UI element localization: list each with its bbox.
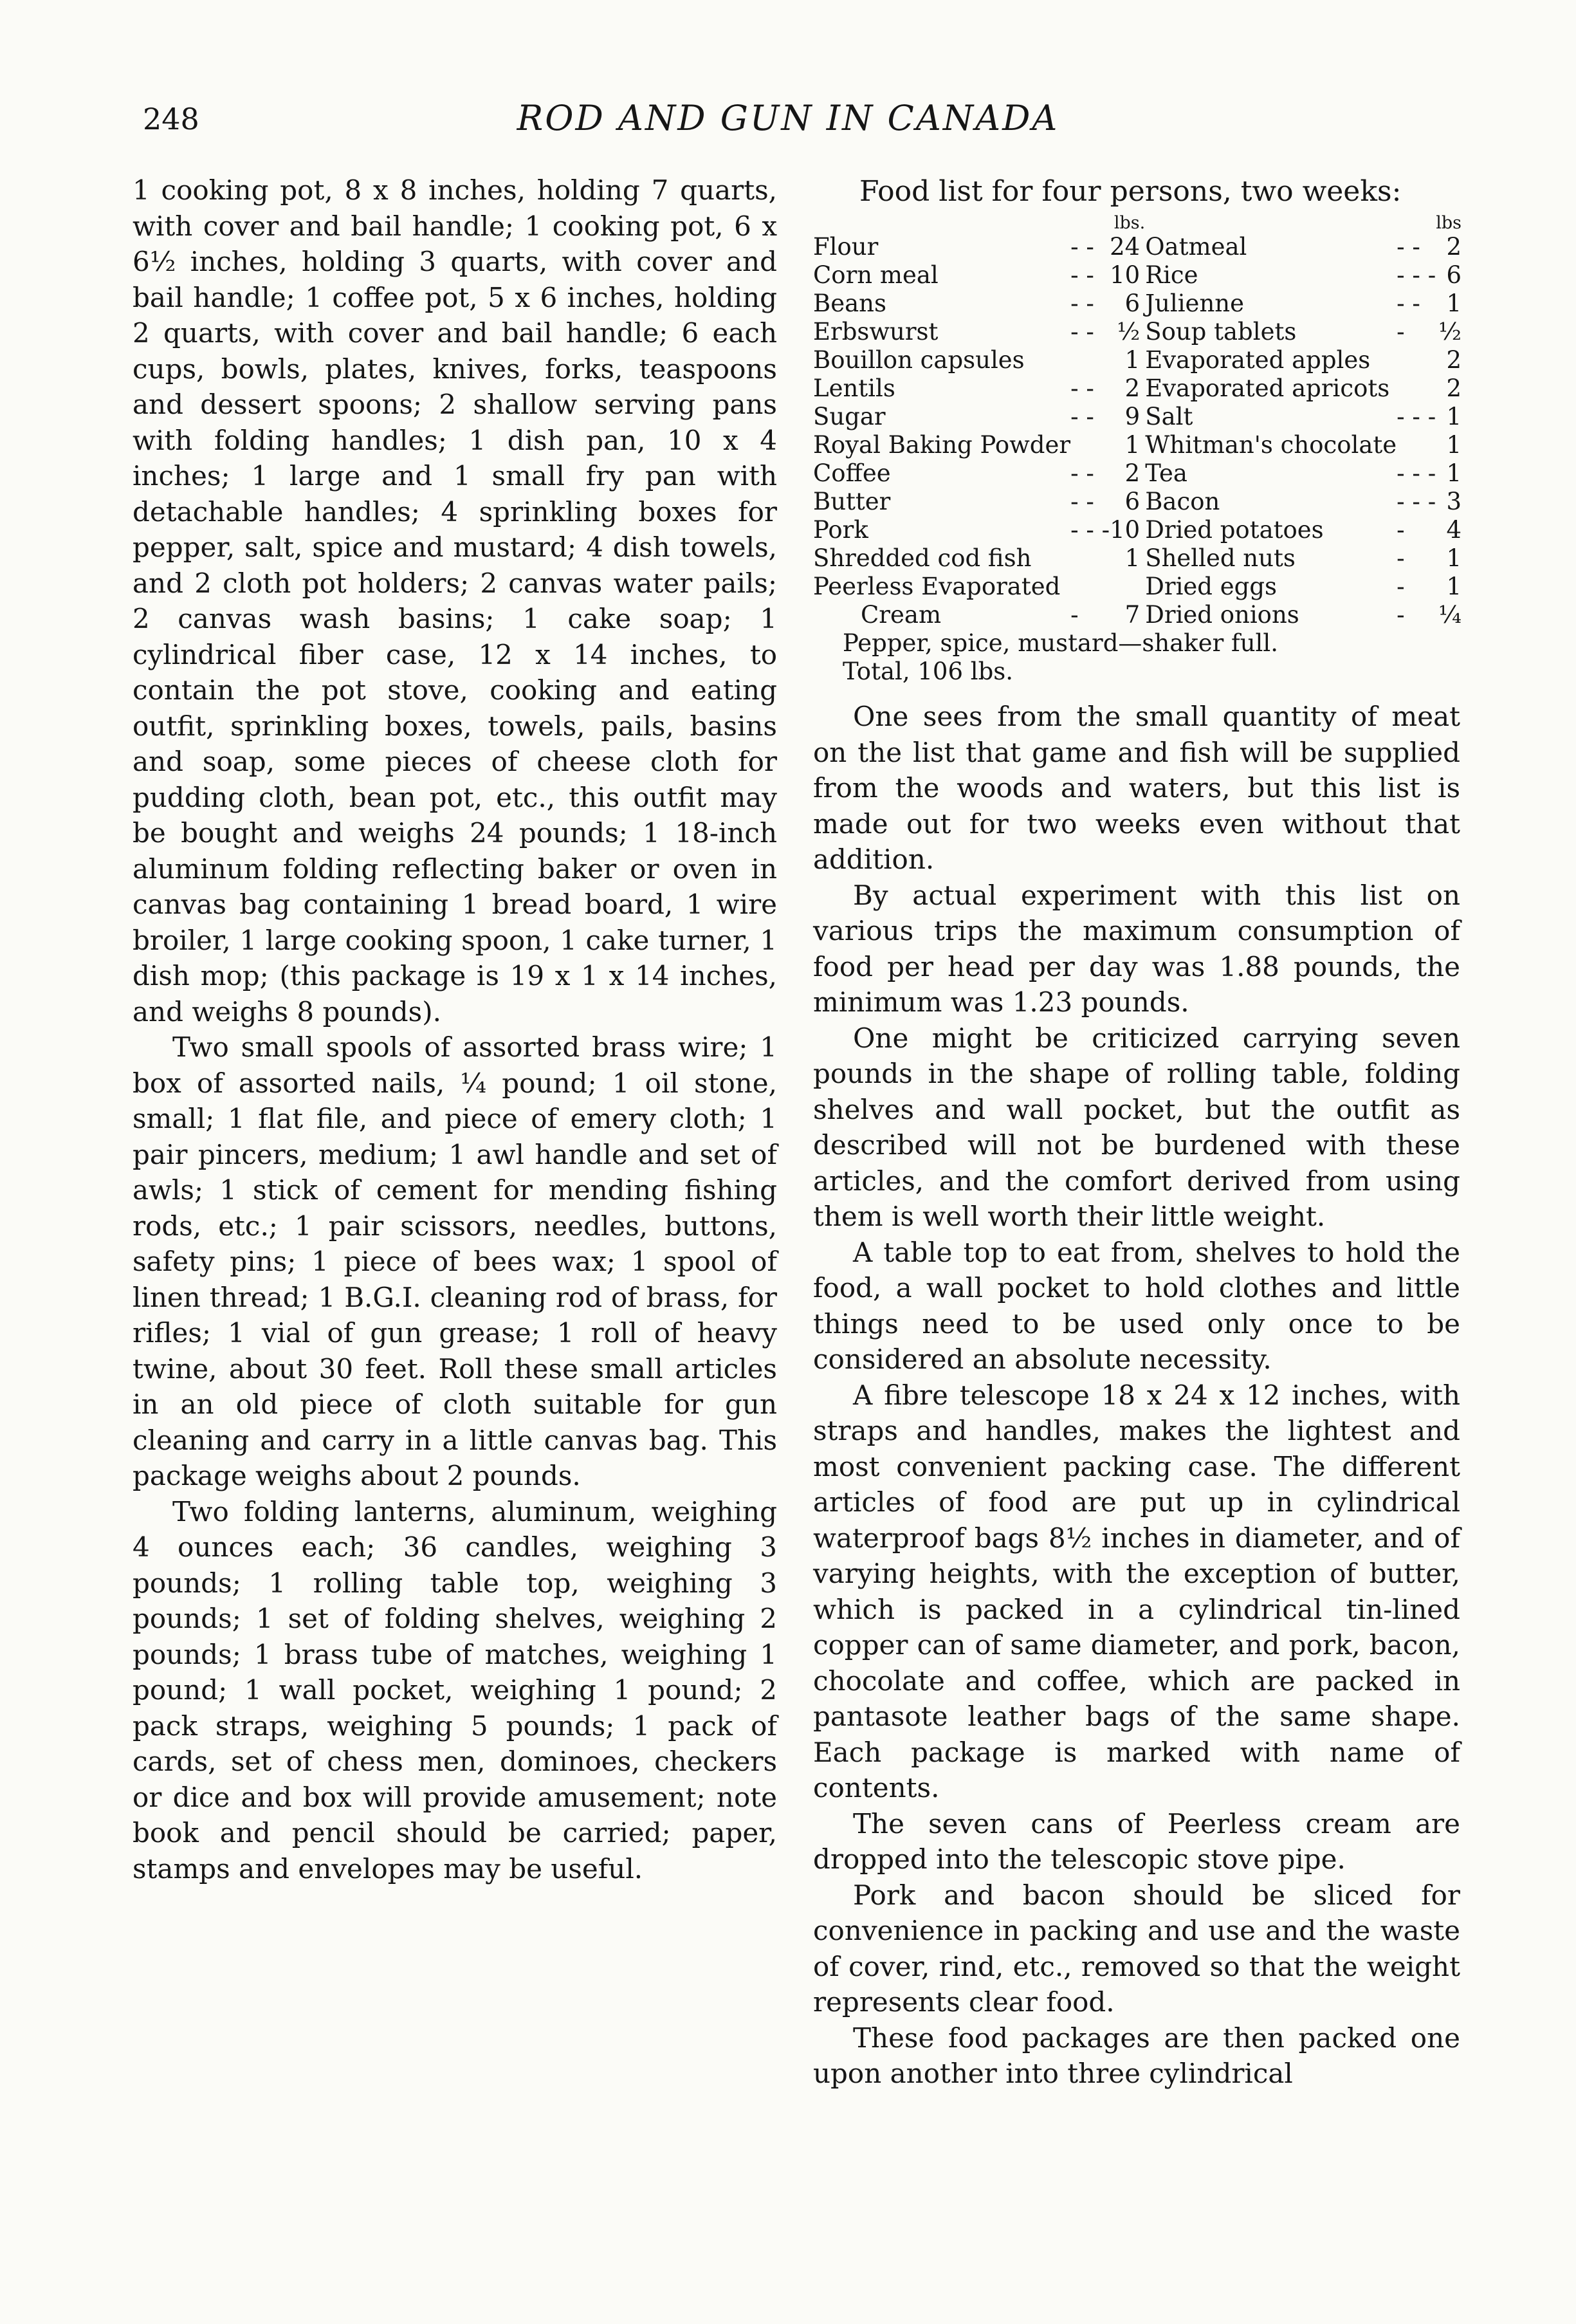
food-qty: 1 [1124, 431, 1141, 459]
food-row [813, 374, 1461, 403]
food-qty: 24 [1110, 233, 1141, 261]
leader: - [1397, 516, 1405, 544]
food-item: Royal Baking Powder [813, 431, 1071, 459]
food-item: Sugar [813, 403, 886, 430]
leader: - - [1070, 459, 1094, 487]
food-item: Pork [813, 516, 868, 544]
food-list-total: Total, 106 lbs. [843, 658, 1014, 685]
food-item: Lentils [813, 374, 895, 402]
unit-label: lbs. [1113, 213, 1146, 233]
food-qty: 1 [1446, 459, 1461, 487]
food-row [813, 516, 1461, 544]
food-qty: 1 [1446, 290, 1461, 317]
food-row [813, 346, 1461, 374]
leader [1397, 431, 1436, 459]
food-row [813, 233, 1461, 261]
food-item: Butter [813, 488, 891, 515]
food-item: Beans [813, 290, 886, 317]
food-qty: 2 [1124, 374, 1141, 402]
food-row [813, 318, 1461, 346]
leader [1070, 346, 1110, 374]
food-qty: ½ [1438, 318, 1461, 346]
paragraph: 1 cooking pot, 8 x 8 inches, holding 7 quarts, with cover and bail handle; 1 cooking pot, 6 x 6½ inches, holding 3 quarts, with cover and bail handle; 1 coffee pot, 5 x 6 inches, holding 2 quarts, with cover and bail handle; 6 each cups, bowls, plates, knives, forks, teaspoons and dessert spoons; 2 shallow serving pans with folding handles; 1 dish pan, 10 x 4 inches; 1 large and 1 small fry pan with detachable handles; 4 sprinkling boxes for pepper, salt, spice and mustard; 4 dish towels, and 2 cloth pot holders; 2 canvas water pails; 2 canvas wash basins; 1 cake soap; 1 cylindrical fiber case, 12 x 14 inches, to contain the pot stove, cooking and eating outfit, sprinkling boxes, towels, pails, basins and soap, some pieces of cheese cloth for pudding cloth, bean pot, etc., this outfit may be bought and weighs 24 pounds; 1 18-inch aluminum folding reflecting baker or oven in canvas bag containing 1 bread board, 1 wire broiler, 1 large cooking spoon, 1 cake turner, 1 dish mop; (this package is 19 x 1 x 14 inches, and weighs 8 pounds). [133, 174, 777, 1028]
food-item: Whitman's chocolate [1145, 431, 1397, 459]
leader: - - [1397, 233, 1420, 261]
food-item: Oatmeal [1145, 233, 1247, 261]
unit-label-right: lbs [1436, 213, 1461, 233]
leader: - - [1070, 403, 1094, 430]
food-qty: 2 [1124, 459, 1141, 487]
leader: - - [1397, 290, 1420, 317]
leader [1070, 544, 1110, 573]
food-qty: 10 [1110, 516, 1141, 544]
food-row [813, 290, 1461, 318]
paragraph: By actual experiment with this list on various trips the maximum consumption of food per head per day was 1.88 pounds, the minimum was 1.23 pounds. [813, 879, 1460, 1018]
food-row [813, 488, 1461, 516]
leader: - [1397, 544, 1405, 572]
food-qty: 1 [1124, 544, 1141, 572]
paragraph: Two small spools of assorted brass wire; 1 box of assorted nails, ¼ pound; 1 oil stone, small; 1 flat file, and piece of emery cloth; 1 pair pincers, medium; 1 awl handle and set of awls; 1 stick of cement for mending fishing rods, etc.; 1 pair scissors, needles, buttons, safety pins; 1 piece of bees wax; 1 spool of linen thread; 1 B.G.I. cleaning rod of brass, for rifles; 1 vial of gun grease; 1 roll of heavy twine, about 30 feet. Roll these small articles in an old piece of cloth suitable for gun cleaning and carry in a little canvas bag. This package weighs about 2 pounds. [133, 1031, 777, 1491]
food-item: Soup tablets [1145, 318, 1297, 346]
food-item: Shredded cod fish [813, 544, 1032, 572]
food-item: Peerless Evaporated [813, 573, 1061, 600]
leader: - - [1070, 374, 1094, 402]
food-item: Rice [1145, 261, 1198, 289]
paragraph: Two folding lanterns, aluminum, weighing 4 ounces each; 36 candles, weighing 3 pounds; 1 rolling table top, weighing 3 pounds; 1 set of folding shelves, weighing 2 pounds; 1 brass tube of matches, weighing 1 pound; 1 wall pocket, weighing 1 pound; 2 pack straps, weighing 5 pounds; 1 pack of cards, set of chess men, dominoes, checkers or dice and box will provide amusement; note book and pencil should be carried; paper, stamps and envelopes may be useful. [133, 1495, 777, 1885]
food-row [813, 403, 1461, 431]
food-qty: 6 [1124, 488, 1141, 515]
food-qty: 7 [1124, 601, 1141, 629]
food-row [813, 544, 1461, 573]
paragraph: The seven cans of Peerless cream are dropped into the telescopic stove pipe. [813, 1807, 1460, 1875]
food-qty: 1 [1446, 403, 1461, 430]
food-list-note: Pepper, spice, mustard—shaker full. [843, 629, 1278, 657]
left-column [133, 172, 777, 1886]
food-qty: ½ [1117, 318, 1141, 346]
food-list-unit-row [813, 214, 1461, 233]
paragraph: One might be criticized carrying seven pounds in the shape of rolling table, folding shelves and wall pocket, but the outfit as described will not be burdened with these articles, and the comfort derived from using them is well worth their little weight. [813, 1022, 1460, 1232]
paragraph: A fibre telescope 18 x 24 x 12 inches, with straps and handles, makes the lightest and most convenient packing case. The different articles of food are put up in cylindrical waterproof bags 8½ inches in diameter, and of varying heights, with the exception of butter, which is packed in a cylindrical tin-lined copper can of same diameter, and pork, bacon, chocolate and coffee, which are packed in pantasote leather bags of the same shape. Each package is marked with name of contents. [813, 1379, 1460, 1803]
food-row [813, 459, 1461, 488]
food-row [813, 601, 1461, 629]
food-list-table [813, 214, 1461, 629]
food-item: Dried potatoes [1145, 516, 1324, 544]
food-item: Shelled nuts [1145, 544, 1296, 572]
food-row [813, 261, 1461, 290]
food-item: Dried eggs [1145, 573, 1278, 600]
food-item: Coffee [813, 459, 891, 487]
food-qty: 4 [1446, 516, 1461, 544]
food-item: Salt [1145, 403, 1193, 430]
food-row [813, 431, 1461, 459]
food-item: Erbswurst [813, 318, 939, 346]
food-qty: 2 [1446, 233, 1461, 261]
food-qty: 1 [1446, 573, 1461, 600]
right-column-text [813, 699, 1460, 2092]
page-number: 248 [143, 102, 199, 136]
paragraph: One sees from the small quantity of meat on the list that game and fish will be supplied from the woods and waters, but this list is made out for two weeks even without that addition. [813, 701, 1460, 875]
leader: - [1397, 601, 1405, 629]
food-qty: 2 [1446, 374, 1461, 402]
food-qty: 1 [1446, 431, 1461, 459]
food-item: Cream [861, 601, 942, 629]
leader [1397, 374, 1436, 403]
leader: - - [1070, 261, 1094, 289]
leader: - [1397, 318, 1405, 346]
food-item: Corn meal [813, 261, 939, 289]
leader: - [1397, 573, 1405, 600]
running-title: ROD AND GUN IN CANADA [517, 98, 1059, 138]
leader: - - [1070, 233, 1094, 261]
food-item: Evaporated apples [1145, 346, 1371, 374]
leader [1397, 346, 1436, 374]
leader: - - [1070, 488, 1094, 515]
food-item: Dried onions [1145, 601, 1299, 629]
leader [1070, 573, 1110, 601]
food-qty: 10 [1110, 261, 1141, 289]
food-item: Julienne [1145, 290, 1244, 317]
paragraph: These food packages are then packed one upon another into three cylindrical [813, 2022, 1460, 2089]
food-item: Bacon [1145, 488, 1220, 515]
leader: - - [1070, 290, 1094, 317]
leader: - [1070, 601, 1079, 629]
food-qty: 6 [1446, 261, 1461, 289]
food-qty [1110, 573, 1145, 601]
food-qty: 1 [1446, 544, 1461, 572]
paragraph: Pork and bacon should be sliced for convenience in packing and use and the waste of cover, rind, etc., removed so that the weight represents clear food. [813, 1879, 1460, 2018]
food-item: Evaporated apricots [1145, 374, 1390, 402]
right-column [813, 172, 1460, 2092]
paragraph: A table top to eat from, shelves to hold the food, a wall pocket to hold clothes and little things need to be used only once to be considered an absolute necessity. [813, 1236, 1460, 1375]
food-qty: 2 [1446, 346, 1461, 374]
leader: - - - [1397, 488, 1436, 515]
food-item: Flour [813, 233, 879, 261]
leader: - - - [1397, 459, 1436, 487]
food-row [813, 573, 1461, 601]
leader: - - - [1397, 403, 1436, 430]
food-item: Bouillon capsules [813, 346, 1025, 374]
leader: - - - [1397, 261, 1436, 289]
food-qty: 6 [1124, 290, 1141, 317]
food-list-title: Food list for four persons, two weeks: [859, 175, 1402, 208]
food-qty: 1 [1124, 346, 1141, 374]
leader: - - - [1070, 516, 1110, 544]
food-qty: 9 [1124, 403, 1141, 430]
leader [1070, 431, 1110, 459]
food-qty: 3 [1446, 488, 1461, 515]
leader: - - [1070, 318, 1094, 346]
food-qty: ¼ [1438, 601, 1461, 629]
food-item: Tea [1145, 459, 1187, 487]
